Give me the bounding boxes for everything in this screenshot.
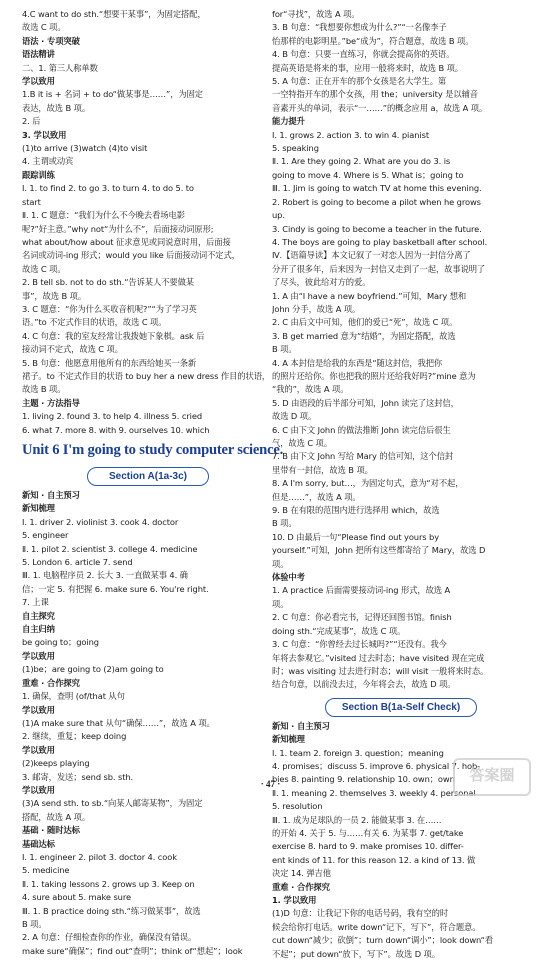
- left2-line: 4. sure about 5. make sure: [22, 892, 131, 903]
- right-line: 怡那样的电影明星。”be“成为”，符合题意，故选 B 项。: [272, 35, 474, 46]
- right-line: B 项。: [272, 518, 297, 529]
- right2-line: exercise 8. hard to 9. make promises 10. differ-: [272, 841, 464, 852]
- right2-line: ent kinds of 11. for this reason 12. a kind of 13. 做: [272, 854, 476, 865]
- left-line: 学以致用: [22, 76, 55, 87]
- left2-line: Ⅲ. 1. B practice doing sth.“练习做某事”，故选: [22, 905, 201, 916]
- right-line: 3. B get married 意为“结婚”，为固定搭配，故选: [272, 330, 456, 341]
- right-line: 故选 D 项。: [272, 411, 317, 422]
- left2-line: Ⅰ. 1. driver 2. violinist 3. cook 4. doctor: [22, 516, 179, 527]
- right-line: 1. A 由“I have a new boyfriend.”可知，Mary 想和: [272, 290, 467, 301]
- left2-line: 新知梳理: [22, 503, 55, 514]
- right-line: 分开了很多年，后来因为一封信又走到了一起，故事说明了: [272, 263, 486, 274]
- left-line: 3. C 题意：“你为什么买收音机呢?”“为了学习英: [22, 303, 197, 314]
- left-line: 语。”to 不定式作目的状语，故选 C 项。: [22, 317, 167, 328]
- left-column: [22, 8, 284, 958]
- right-line: 2. C 由后文中可知，他们的爱已“死”，故选 C 项。: [272, 317, 458, 328]
- left-line: 语法精讲: [22, 49, 55, 60]
- right-line: 2. C 句意：你必看完书，记得还回图书馆。finish: [272, 612, 452, 623]
- left-line: Ⅰ. 1. to find 2. to go 3. to turn 4. to do 5. to: [22, 183, 194, 194]
- left2-line: 学以致用: [22, 744, 55, 755]
- right2-line: (1)D 句意：让我记下你的电话号码，我有空的时: [272, 908, 449, 919]
- left2-line: (1)A make sure that 从句“确保……”，故选 A 项。: [22, 717, 215, 728]
- left2-line: 重难 · 合作探究: [22, 677, 80, 688]
- right2-line: 4. promises；discuss 5. improve 6. physical 7. hob-: [272, 760, 481, 771]
- left-line: 故选 C 项。: [22, 263, 66, 274]
- right-line: 3. Cindy is going to become a teacher in the future.: [272, 223, 482, 234]
- left-line: 表达，故选 B 项。: [22, 102, 91, 113]
- left-line: Ⅱ. 1. C 题意：“我们为什么不今晚去看场电影: [22, 210, 185, 221]
- left2-line: 5. medicine: [22, 865, 70, 876]
- right-lines-top: [272, 8, 530, 692]
- page-number: · 47 ·: [260, 779, 281, 789]
- left-line: (1)to arrive (3)watch (4)to visit: [22, 143, 148, 154]
- right2-line: 不起”；put down“放下，写下”。故选 D 项。: [272, 948, 440, 959]
- right-line: 1. A practice 后面需要接动词-ing 形式，故选 A: [272, 585, 451, 596]
- right-line: “我的”，故选 A 项。: [272, 384, 349, 395]
- right-line: Ⅳ.【语篇导读】本文记叙了一对恋人因为一封信分离了: [272, 250, 471, 261]
- section-b-heading: Section B(1a-Self Check): [325, 698, 477, 717]
- right2-line: 候会给你打电话。write down“记下，写下”，符合题意。: [272, 921, 481, 932]
- right-line: 5. D 由语段的后半部分可知，John 读完了这封信，: [272, 397, 459, 408]
- left2-line: 2. A 句意：仔细检查你的作业，确保没有错误。: [22, 932, 197, 943]
- left-lines-bottom: [22, 489, 274, 958]
- left-line: 2. 后: [22, 116, 41, 127]
- right-line: 4. The boys are going to play basketball after school.: [272, 236, 488, 247]
- right-line: 8. A I'm sorry, but…，为固定句式，意为“对不起，: [272, 478, 464, 489]
- left-line: 语法 · 专项突破: [22, 35, 80, 46]
- right-line: 2. Robert is going to become a pilot when he grows: [272, 196, 481, 207]
- unit-title: Unit 6 I'm going to study computer science.: [22, 442, 284, 458]
- left-line: 1.B it is + 名词 + to do“做某事是……”，为固定: [22, 89, 203, 100]
- right-line: Ⅱ. 1. Are they going 2. What are you do 3. is: [272, 156, 451, 167]
- right2-line: 的开始 4. 关于 5. 与……有关 6. 为某事 7. get/take: [272, 827, 464, 838]
- left-line: 4. 主谓或动宾: [22, 156, 74, 167]
- right2-line: 5. resolution: [272, 801, 323, 812]
- right-line: 5. A 句意：正在开车的那个女孩是名大学生。第: [272, 76, 447, 87]
- left2-line: be going to；going: [22, 637, 99, 648]
- left-line: 4.C want to do sth.“想要干某事”，为固定搭配，: [22, 9, 206, 19]
- left2-line: 5. engineer: [22, 530, 69, 541]
- right-column: [272, 8, 530, 961]
- left2-line: 自主探究: [22, 610, 55, 621]
- right2-line: 1. 学以致用: [272, 895, 317, 905]
- right-line: yourself.”可知，John 把所有这些都寄给了 Mary，故选 D: [272, 545, 486, 556]
- right2-line: 新知 · 自主预习: [272, 720, 330, 731]
- right-line: 提高英语是将来的事，应用一般将来时，故选 B 项。: [272, 62, 464, 73]
- left-line: 3. 学以致用: [22, 129, 67, 140]
- right-line: doing sth.“完成某事”，故选 C 项。: [272, 625, 406, 636]
- right-line: 3. B 句意：“我想要你想成为什么?”“一名像李子: [272, 22, 447, 33]
- left2-line: Ⅱ. 1. taking lessons 2. grows up 3. Keep on: [22, 878, 195, 889]
- left2-line: 新知 · 自主预习: [22, 490, 80, 500]
- right2-line: 重难 · 合作探究: [272, 881, 330, 892]
- left-line: 二、1. 第三人称单数: [22, 62, 98, 73]
- right-line: 5. speaking: [272, 143, 319, 154]
- left2-line: B 项。: [22, 919, 47, 929]
- left2-line: 基础 · 随时达标: [22, 825, 80, 836]
- left2-line: 学以致用: [22, 650, 55, 661]
- right-line: 体验中考: [272, 572, 305, 583]
- right-line: 但是……”，故选 A 项。: [272, 491, 361, 502]
- left2-line: 基础达标: [22, 838, 55, 849]
- right-line: up.: [272, 210, 285, 221]
- right-line: 时；was visiting 过去进行时态；will visit 一般将来时态。: [272, 665, 489, 676]
- right-line: 气，故选 C 项。: [272, 438, 332, 448]
- left-line: 接动词不定式，故选 C 项。: [22, 344, 123, 355]
- right-line: 结合句意，以前没去过，今年将会去，故选 D 项。: [272, 679, 456, 690]
- right-lines-bottom: [272, 720, 530, 961]
- left-line: 事”，故选 B 项。: [22, 290, 87, 301]
- right-line: 了尽头，彼此给对方的爱。: [272, 277, 371, 288]
- left2-line: (3)A send sth. to sb.“向某人邮寄某物”，为固定: [22, 798, 203, 809]
- left2-line: (1)be；are going to (2)am going to: [22, 664, 164, 675]
- left-line: what about/how about 征求意见或同说意时用，后面接: [22, 236, 231, 247]
- left-line: 名词或动词-ing 形式；would you like 后面接动词不定式，: [22, 250, 240, 261]
- right-line: 项。: [272, 558, 289, 569]
- right-line: John 分手，故选 A 项。: [272, 303, 361, 314]
- right2-line: Ⅰ. 1. team 2. foreign 3. question；meaning: [272, 747, 444, 758]
- left-lines-top: [22, 8, 274, 437]
- left-line: 故选 C 项。: [22, 22, 66, 33]
- left2-line: 5. London 6. article 7. send: [22, 557, 133, 568]
- left-line: 5. B 句意：他愿意用他所有的东西给她买一条新: [22, 357, 197, 368]
- left-line: 呢?”好主意。”why not“为什么不”，后面接动词原形;: [22, 223, 214, 234]
- left-line: 2. B tell sb. not to do sth.“告诉某人不要做某: [22, 277, 194, 288]
- left2-line: (2)keeps playing: [22, 758, 90, 769]
- left-line: 故选 B 项。: [22, 384, 66, 395]
- left-line: 6. what 7. more 8. with 9. ourselves 10. which: [22, 424, 210, 435]
- right-line: for“寻找”，故选 A 项。: [272, 9, 360, 19]
- left-line: 主题 · 方法指导: [22, 397, 80, 408]
- right-line: 6. C 由下文 John 的做法推断 John 读完信后很生: [272, 424, 451, 435]
- left-line: start: [22, 196, 41, 207]
- right-line: Ⅰ. 1. grows 2. action 3. to win 4. pianist: [272, 129, 429, 140]
- right2-line: Ⅲ. 1. 成为足球队的一员 2. 能做某事 3. 在……: [272, 814, 442, 825]
- watermark-logo: 答案圈: [453, 758, 531, 796]
- left2-line: 7. 上课: [22, 597, 49, 608]
- right-line: going to move 4. Where is 5. What is；going to: [272, 169, 464, 180]
- right-line: 年将去参观它。”visited 过去时态；have visited 现在完成: [272, 652, 485, 663]
- left2-line: 2. 继续，重复；keep doing: [22, 731, 127, 742]
- left2-line: Ⅱ. 1. pilot 2. scientist 3. college 4. medicine: [22, 543, 198, 554]
- left-line: 4. C 句意：我的室友经常让我拨她下象棋。ask 后: [22, 330, 205, 341]
- left2-line: 学以致用: [22, 784, 55, 795]
- left2-line: make sure“确保”；find out“查明”；think of“想起”；look: [22, 945, 243, 956]
- right-line: 能力提升: [272, 116, 305, 127]
- right-line: 7. B 由下文 John 写给 Mary 的信可知，这个信封: [272, 451, 454, 462]
- left2-line: Ⅲ. 1. 电脑程序员 2. 长大 3. 一直做某事 4. 确: [22, 570, 188, 581]
- right-line: 4. A 本封信是给我的东西是“随这封信，我把你: [272, 357, 443, 368]
- right-line: 音素开头的单词，表示“一……”的概念应用 a，故选 A 项。: [272, 102, 488, 113]
- left-line: 1. living 2. found 3. to help 4. illness 5. cried: [22, 411, 203, 422]
- left2-line: Ⅰ. 1. engineer 2. pilot 3. doctor 4. cook: [22, 851, 177, 862]
- right-line: 一空特指开车的那个女孩，用 the；university 是以辅音: [272, 89, 478, 100]
- left-line: 裙子。to 不定式作目的状语 to buy her a new dress 作目的状语，: [22, 370, 271, 381]
- right2-line: Ⅱ. 1. meaning 2. themselves 3. weekly 4. personal: [272, 787, 476, 798]
- left2-line: 学以致用: [22, 704, 55, 715]
- section-a-heading: Section A(1a-3c): [87, 467, 209, 486]
- right2-line: 决定 14. 弹吉他: [272, 868, 331, 879]
- right-line: 的照片还给你。你也把我的照片还给我好吗?”mine 意为: [272, 370, 476, 381]
- right-line: 里带有一封信，故选 B 项。: [272, 464, 373, 475]
- left2-line: 信；一定 5. 有把握 6. make sure 6. You're right.: [22, 583, 209, 594]
- right-line: 3. C 句意：“你曾经去过长城吗?”“还没有。我今: [272, 639, 447, 650]
- right-line: 9. B 在有限的范围内进行选择用 which，故选: [272, 505, 440, 516]
- left-line: 跟踪训练: [22, 169, 55, 180]
- left2-line: 自主归纳: [22, 624, 55, 635]
- right2-line: bies 8. painting 9. relationship 10. own；own: [272, 774, 455, 785]
- left2-line: 搭配，故选 A 项。: [22, 811, 91, 822]
- right-line: 10. D 由最后一句“Please find out yours by: [272, 531, 440, 542]
- right2-line: cut down“减少；砍倒”；turn down“调小”；look down“看: [272, 935, 493, 946]
- right-line: B 项。: [272, 344, 297, 355]
- right2-line: 新知梳理: [272, 734, 305, 745]
- right-line: 4. B 句意：只要一直练习，你就会提高你的英语。: [272, 49, 455, 60]
- right-line: Ⅲ. 1. Jim is going to watch TV at home this evening.: [272, 183, 482, 194]
- left2-line: 3. 邮寄，发送；send sb. sth.: [22, 771, 134, 782]
- left2-line: 1. 确保，查明 (of/that 从句: [22, 691, 125, 702]
- right-line: 项。: [272, 598, 289, 609]
